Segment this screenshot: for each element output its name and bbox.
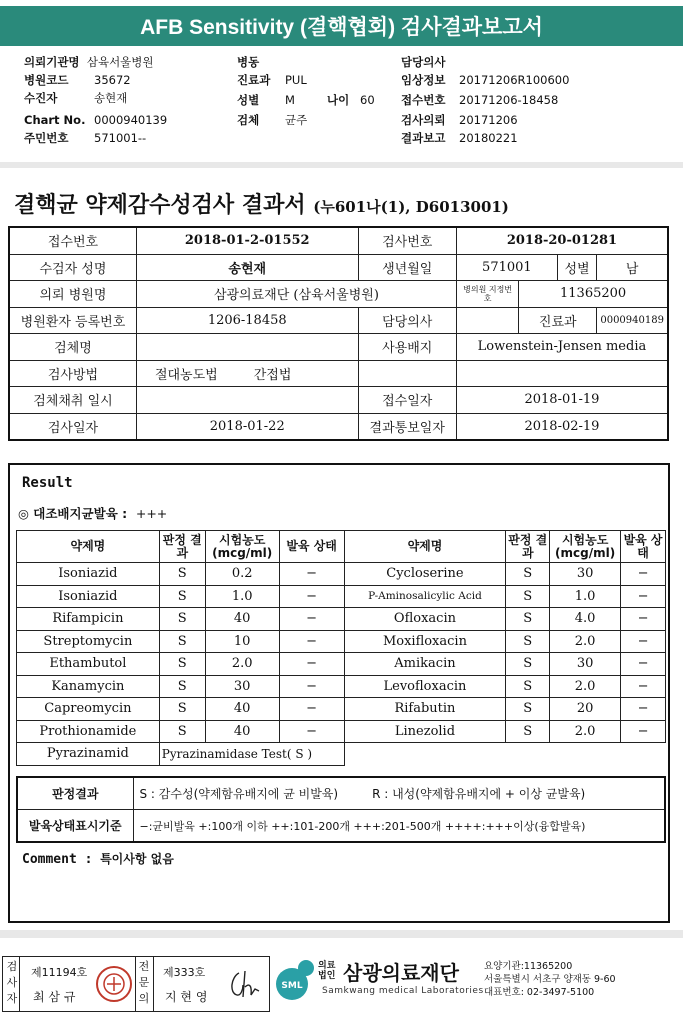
drug-name: Linezolid <box>344 720 506 743</box>
sensitivity-table <box>16 530 666 766</box>
value: 60 <box>360 93 375 107</box>
value: 20171206R100600 <box>459 73 570 87</box>
seal-icon <box>95 965 133 1003</box>
label: 성별 <box>237 93 260 107</box>
table-row <box>17 698 666 721</box>
concentration: 0.2 <box>205 563 279 586</box>
header-drug: 약제명 <box>17 531 160 563</box>
patient-info-table <box>8 226 669 441</box>
drug-name: Prothionamide <box>17 720 160 743</box>
test-no: 2018-20-01281 <box>456 227 668 254</box>
legend-s: S : 감수성(약제함유배지에 균 비발육) <box>139 787 339 801</box>
value: 35672 <box>94 73 131 87</box>
pza-drug: Pyrazinamid <box>17 743 160 766</box>
judge: S <box>159 720 205 743</box>
control-growth <box>18 504 167 522</box>
drug-name: Moxifloxacin <box>344 630 506 653</box>
label: 담당의사 <box>358 307 456 334</box>
label: 사용배지 <box>358 334 456 361</box>
concentration: 30 <box>550 563 621 586</box>
value: 송현재 <box>94 91 128 105</box>
table-row <box>17 653 666 676</box>
label: 병원코드 <box>24 73 69 87</box>
header-growth: 발육 상태 <box>621 531 666 563</box>
label: 병동 <box>237 55 260 69</box>
legend-growth-text: −:균비발육 +:100개 이하 ++:101-200개 +++:201-500개 ++++:+++이상(융합발육) <box>133 810 665 843</box>
growth: − <box>621 698 666 721</box>
label: 의뢰 병원명 <box>9 281 136 308</box>
growth: − <box>279 608 344 631</box>
drug-name: Rifabutin <box>344 698 506 721</box>
table-row <box>17 675 666 698</box>
table-row <box>17 630 666 653</box>
concentration: 20 <box>550 698 621 721</box>
signature-icon <box>225 967 261 1001</box>
growth: − <box>621 653 666 676</box>
growth: − <box>621 608 666 631</box>
judge: S <box>506 563 550 586</box>
received-date: 2018-01-19 <box>456 387 668 414</box>
judge: S <box>159 653 205 676</box>
report-date: 2018-02-19 <box>456 413 668 440</box>
test-date: 2018-01-22 <box>136 413 358 440</box>
birth-date: 571001 <box>456 254 557 281</box>
address-line: 서울특별시 서초구 양재동 9-60 <box>484 974 616 985</box>
collect-date <box>136 387 358 414</box>
comment-text: 특이사항 없음 <box>100 852 174 866</box>
logo-badge: SML <box>281 981 303 991</box>
registration-no: 1206-18458 <box>136 307 358 334</box>
drug-name: Ethambutol <box>17 653 160 676</box>
control-value: +++ <box>135 506 168 521</box>
judge: S <box>159 630 205 653</box>
comment-label: Comment : <box>22 852 93 867</box>
divider <box>0 162 683 168</box>
report-title <box>14 188 509 219</box>
label: 생년월일 <box>358 254 456 281</box>
table-row <box>17 720 666 743</box>
label: 검사방법 <box>9 360 136 387</box>
table-row <box>17 608 666 631</box>
value: 571001-- <box>94 131 147 145</box>
label: Chart No. <box>24 113 86 127</box>
drug-name: Ofloxacin <box>344 608 506 631</box>
drug-name: P-Aminosalicylic Acid <box>344 585 506 608</box>
label: 병의원 지정번호 <box>456 281 518 308</box>
label: 검사의뢰 <box>401 113 446 127</box>
specimen <box>136 334 358 361</box>
method-indirect: 간접법 <box>253 367 292 383</box>
label: 진료과 <box>519 307 597 334</box>
label: 접수일자 <box>358 387 456 414</box>
drug-name: Kanamycin <box>17 675 160 698</box>
judge: S <box>506 698 550 721</box>
growth: − <box>279 675 344 698</box>
growth: − <box>279 585 344 608</box>
header-info <box>0 52 683 152</box>
judge: S <box>506 630 550 653</box>
sex: 남 <box>597 254 668 281</box>
growth: − <box>279 563 344 586</box>
concentration: 30 <box>205 675 279 698</box>
method-absolute: 절대농도법 <box>154 367 218 383</box>
label: 접수번호 <box>9 227 136 254</box>
chief-label: 전문의 <box>138 960 150 1005</box>
address <box>484 960 616 999</box>
report-title-text: 결핵균 약제감수성검사 결과서 <box>14 192 306 218</box>
label: 결과통보일자 <box>358 413 456 440</box>
value: 삼육서울병원 <box>86 55 154 69</box>
header-judge: 판정 결과 <box>506 531 550 563</box>
tester-label: 검사자 <box>6 960 18 1005</box>
legend-r: R : 내성(약제함유배지에 + 이상 균발육) <box>372 787 586 801</box>
growth: − <box>279 720 344 743</box>
table-row <box>17 585 666 608</box>
legend-table <box>16 776 666 843</box>
chief-name: 지 현 영 <box>165 990 208 1004</box>
chief-no: 제333호 <box>163 966 206 979</box>
divider <box>0 930 683 938</box>
concentration: 2.0 <box>550 675 621 698</box>
label: 병원환자 등록번호 <box>9 307 136 334</box>
label: 결과보고 <box>401 131 446 145</box>
concentration: 2.0 <box>550 720 621 743</box>
drug-name: Capreomycin <box>17 698 160 721</box>
judge: S <box>159 608 205 631</box>
concentration: 10 <box>205 630 279 653</box>
label: 수검자 성명 <box>9 254 136 281</box>
concentration: 40 <box>205 720 279 743</box>
header-conc: 시험농도 (mcg/ml) <box>550 531 621 563</box>
address-line: 요양기관:11365200 <box>484 961 573 972</box>
growth: − <box>621 675 666 698</box>
control-label: ◎ 대조배지균발육 : <box>18 506 128 521</box>
signature-box <box>2 956 270 1012</box>
label: 검체채취 일시 <box>9 387 136 414</box>
concentration: 30 <box>550 653 621 676</box>
banner-title: AFB Sensitivity (결핵협회) 검사결과보고서 <box>140 16 543 39</box>
header-growth: 발육 상태 <box>279 531 344 563</box>
concentration: 4.0 <box>550 608 621 631</box>
label: 주민번호 <box>24 131 69 145</box>
growth: − <box>279 698 344 721</box>
growth: − <box>621 585 666 608</box>
drug-name: Rifampicin <box>17 608 160 631</box>
pza-result: Pyrazinamidase Test( S ) <box>159 743 344 766</box>
label: 검체명 <box>9 334 136 361</box>
judge: S <box>159 698 205 721</box>
growth: − <box>621 720 666 743</box>
logo-en: Samkwang medical Laboratories <box>322 986 484 996</box>
concentration: 2.0 <box>205 653 279 676</box>
comment <box>22 850 174 867</box>
header-judge: 판정 결과 <box>159 531 205 563</box>
patient-name: 송현재 <box>136 254 358 281</box>
drug-name: Isoniazid <box>17 585 160 608</box>
judge: S <box>159 585 205 608</box>
judge: S <box>506 608 550 631</box>
sml-logo-icon <box>272 956 320 1004</box>
judge: S <box>506 675 550 698</box>
receipt-no: 2018-01-2-01552 <box>136 227 358 254</box>
growth: − <box>621 630 666 653</box>
label: 나이 <box>327 93 350 107</box>
value: 0000940139 <box>94 113 168 127</box>
tester-name: 최 삼 규 <box>33 990 76 1004</box>
table-row <box>17 563 666 586</box>
judge: S <box>506 720 550 743</box>
judge: S <box>159 675 205 698</box>
logo-small: 의료법인 <box>318 961 336 981</box>
value: M <box>285 93 295 107</box>
judge: S <box>159 563 205 586</box>
growth: − <box>621 563 666 586</box>
tester-no: 제11194호 <box>31 966 88 979</box>
growth: − <box>279 630 344 653</box>
growth: − <box>279 653 344 676</box>
value: PUL <box>285 73 307 87</box>
label: 담당의사 <box>401 55 446 69</box>
label: 검체 <box>237 113 260 127</box>
label: 검사번호 <box>358 227 456 254</box>
value: 20171206 <box>459 113 518 127</box>
label: 임상정보 <box>401 73 446 87</box>
report-banner <box>0 6 683 46</box>
dept: 0000940189 <box>597 307 668 334</box>
result-title: Result <box>22 475 73 491</box>
legend-judge-label: 판정결과 <box>17 777 133 810</box>
concentration: 40 <box>205 698 279 721</box>
value: 20171206-18458 <box>459 93 559 107</box>
value: 20180221 <box>459 131 518 145</box>
judge: S <box>506 653 550 676</box>
media: Lowenstein-Jensen media <box>456 334 668 361</box>
judge: S <box>506 585 550 608</box>
concentration: 40 <box>205 608 279 631</box>
label: 진료과 <box>237 73 271 87</box>
concentration: 2.0 <box>550 630 621 653</box>
drug-name: Isoniazid <box>17 563 160 586</box>
hospital-name: 삼광의료재단 (삼육서울병원) <box>136 281 456 308</box>
doctor <box>456 307 518 334</box>
hospital-code: 11365200 <box>519 281 668 308</box>
value: 균주 <box>285 113 308 127</box>
concentration: 1.0 <box>205 585 279 608</box>
label: 접수번호 <box>401 93 446 107</box>
header-conc: 시험농도 (mcg/ml) <box>205 531 279 563</box>
label: 성별 <box>557 254 596 281</box>
drug-name: Cycloserine <box>344 563 506 586</box>
legend-growth-label: 발육상태표시기준 <box>17 810 133 843</box>
drug-name: Streptomycin <box>17 630 160 653</box>
label: 의뢰기관명 <box>24 55 80 69</box>
concentration: 1.0 <box>550 585 621 608</box>
label: 검사일자 <box>9 413 136 440</box>
logo-name: 삼광의료재단 <box>343 961 459 985</box>
label: 수진자 <box>24 91 58 105</box>
header-drug: 약제명 <box>344 531 506 563</box>
report-code: (누601나(1), D6013001) <box>313 198 509 216</box>
drug-name: Levofloxacin <box>344 675 506 698</box>
address-line: 대표번호: 02-3497-5100 <box>484 987 595 998</box>
drug-name: Amikacin <box>344 653 506 676</box>
